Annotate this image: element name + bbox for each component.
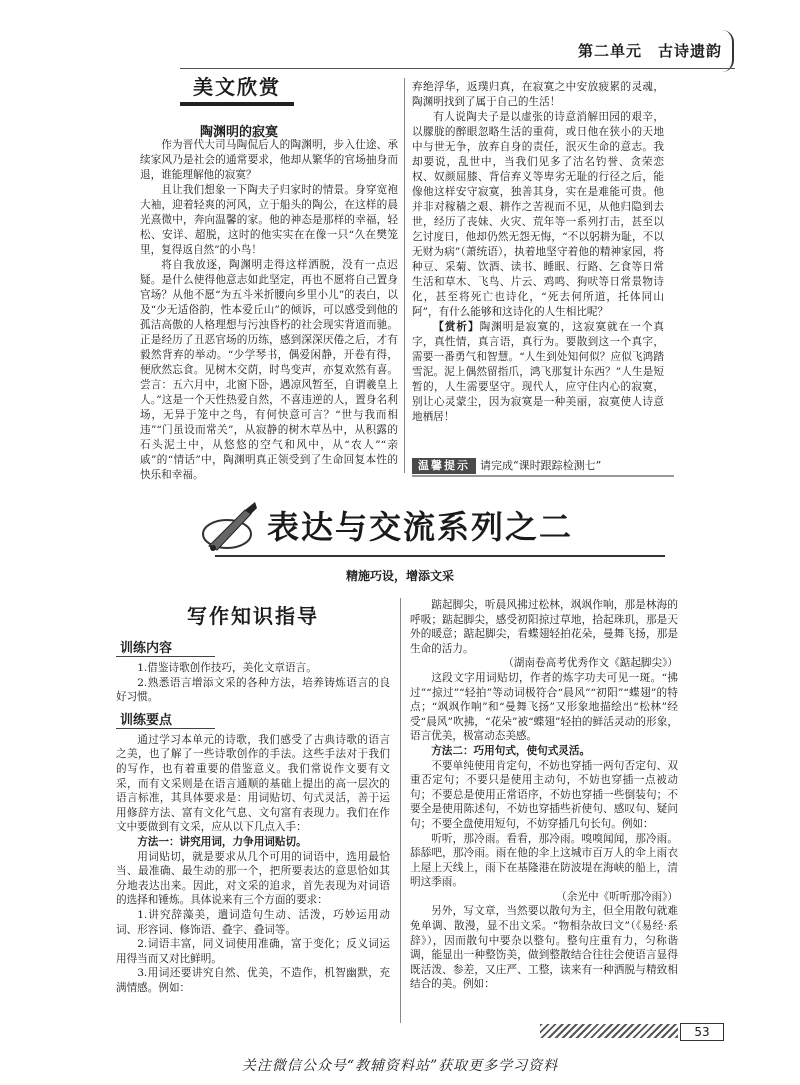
header-rule [180, 68, 735, 69]
method-title: 方法一：讲究用词，力争用词贴切。 [137, 835, 307, 848]
training-points-heading: 训练要点 [116, 709, 215, 729]
reminder-label: 温馨提示 [412, 458, 476, 474]
series-banner [195, 500, 665, 555]
header-ornament [722, 30, 734, 72]
list-item: 2.词语丰富，同义词使用准确，富于变化；反义词运用得当而又对比鲜明。 [116, 938, 390, 965]
paragraph: 有人说陶夫子是以虚张的诗意消解田园的艰辛，以朦胧的醉眼忽略生活的重荷，或日他在狭小的天地中与世无争，放弃自身的责任，泯灭生命的意志。我却要说，乱世中，当我们见多了沽名钓誉、贪荣恋权、奴颜屈膝、背信弃义等卑劣无耻的行径之后，能像他这样安守寂寞，独善其身，实在是难能可贵。他并非对稼穑之艰、耕作之苦视而不见，从他归隐到去世，经历了丧妹、火灾、荒年等一系列打击，甚至以乞讨度日，他却仍然无怨无悔，“不以躬耕为耻，不以无财为病”（萧统语），执着地坚守着他的精神家园，将种豆、采菊、饮酒、读书、睡眠、行路、乞食等日常生活和草木、飞鸟、片云、鸡鸣、狗吠等日常景物诗化，甚至将死亡也诗化，“死去何所道，托体同山阿”，有什么能够和这诗化的人生相比呢？ [412, 111, 664, 318]
citation: （余光中《听听那冷雨》） [556, 890, 678, 903]
guide-left-column [116, 598, 390, 995]
page-hatch-decoration [540, 1024, 678, 1038]
reminder-text: 请完成“课时跟踪检测七” [480, 459, 602, 472]
banner-title: 表达与交流系列之二 [267, 508, 574, 546]
paragraph: 弃绝浮华，返璞归真，在寂寞之中安放疲累的灵魂，陶渊明找到了属于自己的生活！ [412, 81, 664, 108]
appreciation-label: 【赏析】 [433, 321, 480, 333]
paragraph: 作为晋代大司马陶侃后人的陶渊明，步入仕途、承续家风乃是社会的通常要求，他却从繁华的官场抽身而退，谁能理解他的寂寞？ [140, 139, 398, 181]
list-item: 3.用词还要讲究自然、优美，不造作，机智幽默，充满情感。例如： [116, 967, 390, 994]
citation: （湖南卷高考优秀作文《踮起脚尖》） [503, 657, 678, 670]
article-left-column [140, 138, 398, 483]
unit-header: 第二单元 古诗遗韵 [577, 42, 722, 60]
list-item: 2.熟悉语言增添文采的各种方法，培养铸炼语言的良好习惯。 [116, 676, 390, 704]
paragraph: 用词贴切，就是要求从几个可用的词语中，选用最恰当、最准确、最生动的那一个，把所要表达的意思恰如其分地表达出来。因此，对文采的追求，首先表现为对词语的选择和锤炼。具体说来有三个方面的要求： [116, 850, 390, 907]
guide-heading: 写作知识指导 [187, 604, 319, 628]
guide-right-column [410, 598, 678, 992]
paragraph: 这段文字用词贴切，作者的炼字功夫可见一斑。“拂过”“掠过”“轻拍”等动词极符合“晨风”“初阳”“蝶翅”的特点；“飒飒作响”和“曼舞飞扬”又形象地描绘出“松林”经受“晨风”吹拂，“花朵”被“蝶翅”轻拍的鲜活灵动的形象，语言优美，极富动态美感。 [410, 671, 678, 743]
appreciation [412, 320, 664, 425]
column-divider [404, 78, 405, 473]
column-divider [400, 598, 401, 1023]
paragraph: 且让我们想象一下陶夫子归家时的情景。身穿宽袍大袖，迎着轻爽的河风，立于船头的陶公，在这样的晨光熹微中，奔向温馨的家。他的神态是那样的幸福，轻松、安详、超脱，这时的他实实在在像一只“久在樊笼里，复得返自然”的小鸟！ [140, 184, 398, 256]
banner-rule [215, 555, 665, 557]
page-number: 53 [680, 1023, 724, 1041]
paragraph: 另外，写文章，当然要以散句为主，但全用散句就难免单调、散漫，显不出文采。“物相杂故曰文”（《易经·系辞》），因而散句中要杂以整句。整句庄重有力，匀称谐调，能显出一种整饬美，做到整散结合往往会使语言显得既活泼、参差，又庄严、工整，读来有一种洒脱与精致相结合的美。例如： [410, 905, 678, 991]
article-right-column [412, 80, 664, 425]
example-quote: 听听，那冷雨。看看，那冷雨。嗅嗅闻闻，那冷雨。舔舔吧，那冷雨。雨在他的伞上这城市百万人的伞上雨衣上屋上天线上，雨下在基隆港在防波堤在海峡的船上，清明这季雨。 [410, 832, 678, 889]
reminder-bar [412, 458, 674, 474]
article-title: 陶渊明的寂寞 [200, 125, 279, 140]
paragraph: 通过学习本单元的诗歌，我们感受了古典诗歌的语言之美，也了解了一些诗歌创作的手法。这些手法对于我们的写作，也有着重要的借鉴意义。我们常说作文要有文采，而有文采则是在语言通顺的基础上提出的高一层次的语言标准，其具体要求是：用词贴切、句式灵活，善于运用修辞方法、富有文化气息、文句富有表现力。我们在作文中要做到有文采，应从以下几点入手： [116, 733, 390, 834]
section-title: 美文欣赏 [172, 72, 302, 102]
footer-note: 关注微信公众号“教辅资料站”获取更多学习资料 [241, 1058, 559, 1074]
paragraph: 将自我放逐，陶渊明走得这样洒脱，没有一点迟疑。是什么使得他意志如此坚定，再也不愿将自己置身官场？从他不愿“为五斗米折腰向乡里小儿”的表白，以及“少无适俗韵，性本爱丘山”的倾诉，可以感受到他的孤洁高傲的人格理想与污浊昏朽的社会现实背道而驰。正是经历了丑恶官场的历练，感到深深厌倦之后，才有毅然背弃的举动。“少学琴书，偶爱闲静，开卷有得，便欣然忘食。见树木交荫，时鸟变声，亦复欢然有喜。尝言：五六月中，北窗下卧，遇凉风暂至，自谓羲皇上人。”这是一个天性热爱自然，不喜违逆的人，置身名利场，无异于笼中之鸟，有何快意可言？“世与我而相违”“门虽设而常关”，从寂静的树木草丛中，从积露的石头泥土中，从悠悠的空气和风中，从“农人”“亲戚”的“情话”中，陶渊明真正领受到了生命回复本性的快乐和幸福。 [140, 259, 398, 481]
list-item: 1.讲究辞藻美，遣词造句生动、活泼，巧妙运用动词、形容词、修饰语、叠字、叠词等。 [116, 908, 390, 936]
method-title: 方法二：巧用句式，使句式灵活。 [431, 744, 591, 757]
paragraph: 不要单纯使用肯定句，不妨也穿插一两句否定句、双重否定句；不要只是使用主动句，不妨也穿插一点被动句；不要总是使用正常语序，不妨也穿插一些倒装句；不要全是使用陈述句，不妨也穿插些祈使句、感叹句、疑问句；不要全盘使用短句，不妨穿插几句长句。例如： [410, 759, 678, 830]
training-content-heading: 训练内容 [116, 637, 215, 657]
banner-subtitle: 精施巧设，增添文采 [345, 569, 454, 583]
list-item: 1.借鉴诗歌创作技巧，美化文章语言。 [137, 662, 317, 674]
appreciation-text: 陶渊明是寂寞的，这寂寞就在一个真字，真性情，真言语，真行为。要散到这一个真字，需要一番勇气和智慧。“人生到处知何似？应似飞鸿踏雪泥。泥上偶然留指爪，鸿飞那复计东西？”人生是短暂的，人生需要坚守。现代人，应守住内心的寂寞，别让心灵蒙尘，因为寂寞是一种美丽，寂寞使人诗意地栖居！ [412, 321, 665, 423]
pen-icon [195, 500, 265, 555]
example-quote: 踮起脚尖，听晨风拂过松林，飒飒作响，那是林海的呼吸；踮起脚尖，感受初阳掠过草地，拾起珠玑，那是天外的暖意；踮起脚尖，看蝶翅轻拍花朵，曼舞飞扬，那是生命的活力。 [410, 599, 678, 655]
